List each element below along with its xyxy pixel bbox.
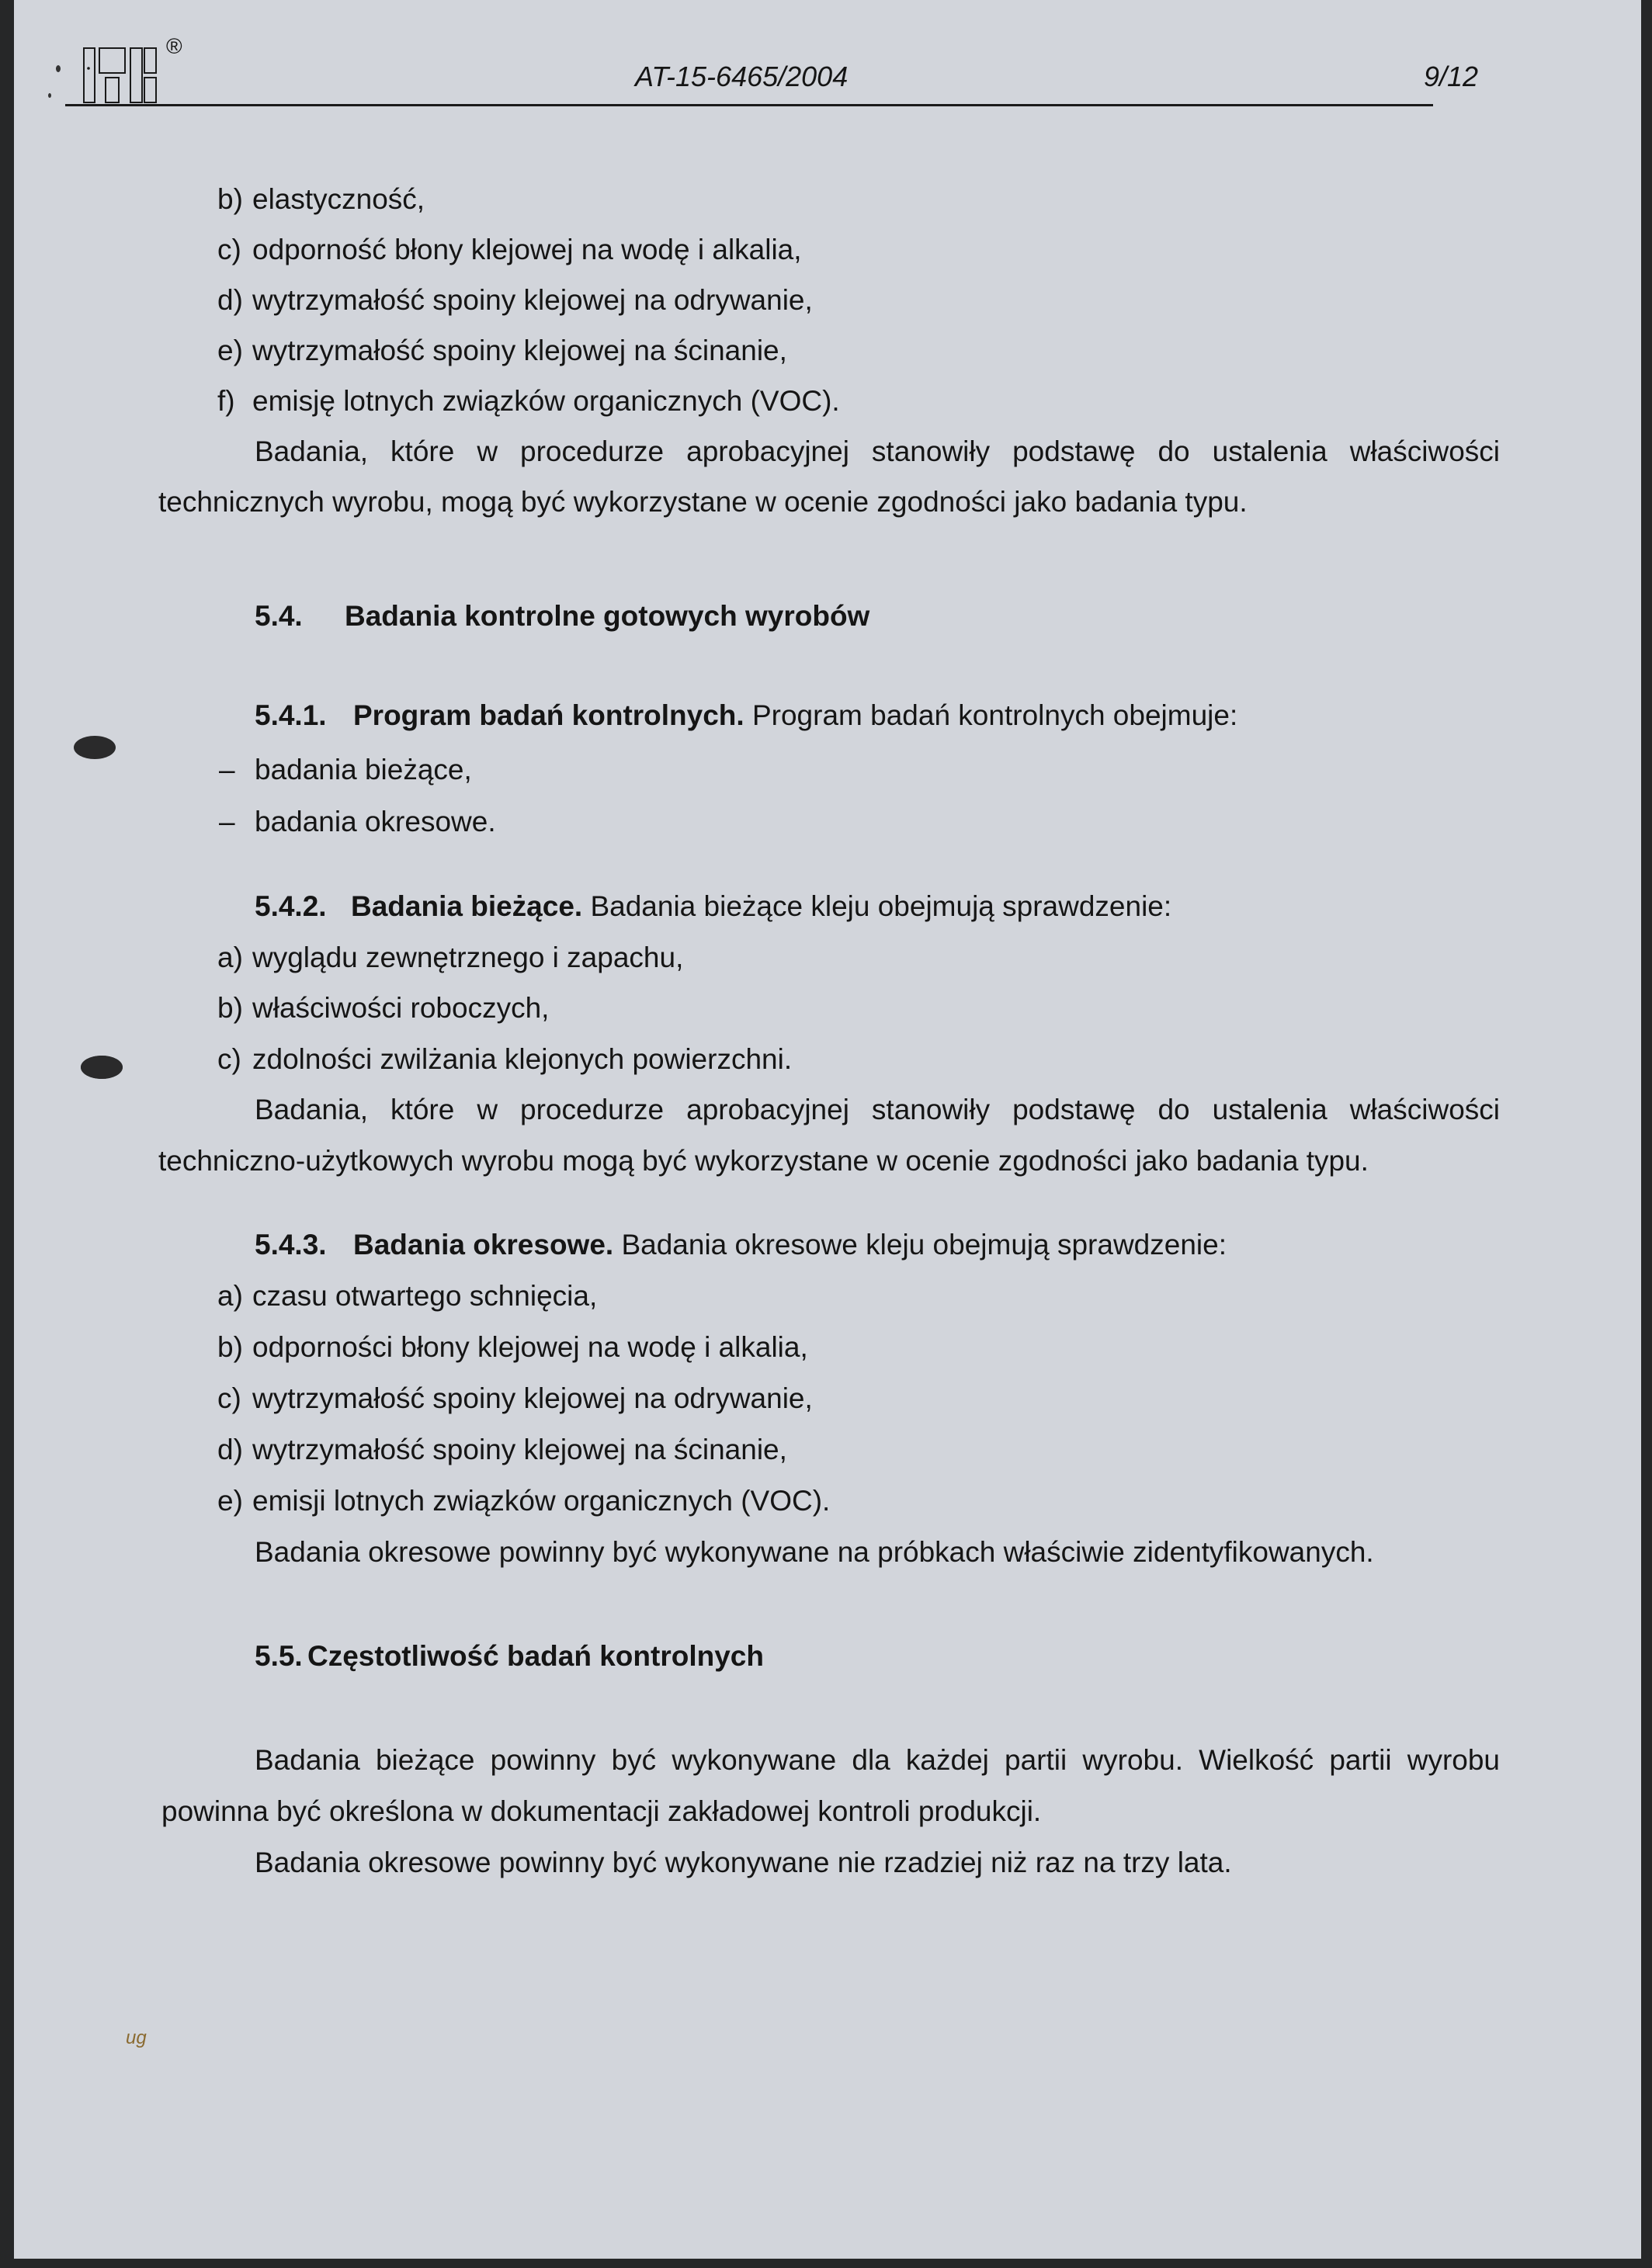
section-number: 5.4.3. (255, 1229, 327, 1261)
handwritten-mark: ug (126, 2027, 147, 2048)
paragraph-line: Badania, które w procedurze aprobacyjnej stanowiły podstawę do ustalenia właściwości (255, 435, 1500, 467)
speck (56, 65, 61, 72)
section-heading-line (351, 890, 1171, 924)
paragraph-line: Badania bieżące powinny być wykonywane dla każdej partii wyrobu. Wielkość partii wyrobu (255, 1744, 1500, 1776)
page-number: 9/12 (1424, 61, 1479, 92)
paragraph-line: techniczno-użytkowych wyrobu mogą być wykorzystane w ocenie zgodności jako badania typu. (158, 1145, 1369, 1177)
list-item: emisji lotnych związków organicznych (VOC). (252, 1485, 831, 1517)
paragraph-line: powinna być określona w dokumentacji zakładowej kontroli produkcji. (161, 1795, 1042, 1827)
section-number: 5.4.2. (255, 890, 327, 922)
list-marker: b) (217, 1331, 243, 1363)
list-item: wytrzymałość spoiny klejowej na odrywanie, (252, 1382, 813, 1414)
section-number: 5.5. (255, 1640, 303, 1672)
list-item: odporności błony klejowej na wodę i alkalia, (252, 1331, 808, 1363)
list-item: badania bieżące, (255, 754, 472, 785)
section-intro: Program badań kontrolnych obejmuje: (751, 699, 1238, 731)
list-item: właściwości roboczych, (252, 992, 550, 1024)
list-item: czasu otwartego schnięcia, (252, 1280, 598, 1312)
list-item: wytrzymałość spoiny klejowej na ścinanie, (252, 335, 787, 366)
header-divider (65, 104, 1433, 106)
section-heading: Badania okresowe. (353, 1229, 614, 1261)
list-item: wyglądu zewnętrznego i zapachu, (252, 942, 684, 973)
paragraph-line: Badania okresowe powinny być wykonywane na próbkach właściwie zidentyfikowanych. (255, 1536, 1374, 1568)
list-marker: a) (217, 942, 243, 973)
punch-hole (74, 736, 116, 759)
list-item: elastyczność, (252, 183, 425, 215)
section-heading: Badania bieżące. (351, 890, 583, 922)
list-marker: a) (217, 1280, 243, 1312)
document-page (14, 0, 1641, 2259)
list-marker: f) (217, 385, 235, 417)
section-number: 5.4.1. (255, 699, 327, 731)
list-item: odporność błony klejowej na wodę i alkalia, (252, 234, 802, 265)
list-marker: c) (217, 234, 241, 265)
list-marker: c) (217, 1382, 241, 1414)
paragraph-line: Badania okresowe powinny być wykonywane nie rzadziej niż raz na trzy lata. (255, 1847, 1232, 1878)
list-marker: e) (217, 1485, 243, 1517)
list-marker: – (219, 754, 235, 785)
list-item: badania okresowe. (255, 806, 496, 837)
registered-mark: ® (166, 34, 182, 58)
section-heading: Częstotliwość badań kontrolnych (307, 1640, 764, 1672)
list-item: emisję lotnych związków organicznych (VOC). (252, 385, 840, 417)
section-number: 5.4. (255, 600, 303, 632)
list-item: wytrzymałość spoiny klejowej na odrywanie, (252, 284, 813, 316)
section-intro: Badania okresowe kleju obejmują sprawdzenie: (621, 1229, 1227, 1261)
list-marker: d) (217, 284, 243, 316)
paragraph-line: Badania, które w procedurze aprobacyjnej stanowiły podstawę do ustalenia właściwości (255, 1094, 1500, 1125)
list-marker: d) (217, 1434, 243, 1465)
list-marker: c) (217, 1043, 241, 1075)
list-marker: b) (217, 183, 243, 215)
document-number: AT-15-6465/2004 (635, 61, 849, 92)
section-heading-line (353, 1228, 1227, 1262)
list-item: zdolności zwilżania klejonych powierzchni. (252, 1043, 793, 1075)
section-heading: Badania kontrolne gotowych wyrobów (345, 600, 870, 632)
section-intro: Badania bieżące kleju obejmują sprawdzenie: (590, 890, 1172, 922)
list-marker: – (219, 806, 235, 837)
list-marker: b) (217, 992, 243, 1024)
punch-hole (81, 1056, 123, 1079)
itb-logo (82, 45, 175, 103)
speck (48, 93, 51, 98)
paragraph-line: technicznych wyrobu, mogą być wykorzystane w ocenie zgodności jako badania typu. (158, 486, 1248, 518)
list-item: wytrzymałość spoiny klejowej na ścinanie, (252, 1434, 787, 1465)
section-heading-line (353, 699, 1237, 733)
list-marker: e) (217, 335, 243, 366)
section-heading: Program badań kontrolnych. (353, 699, 744, 731)
